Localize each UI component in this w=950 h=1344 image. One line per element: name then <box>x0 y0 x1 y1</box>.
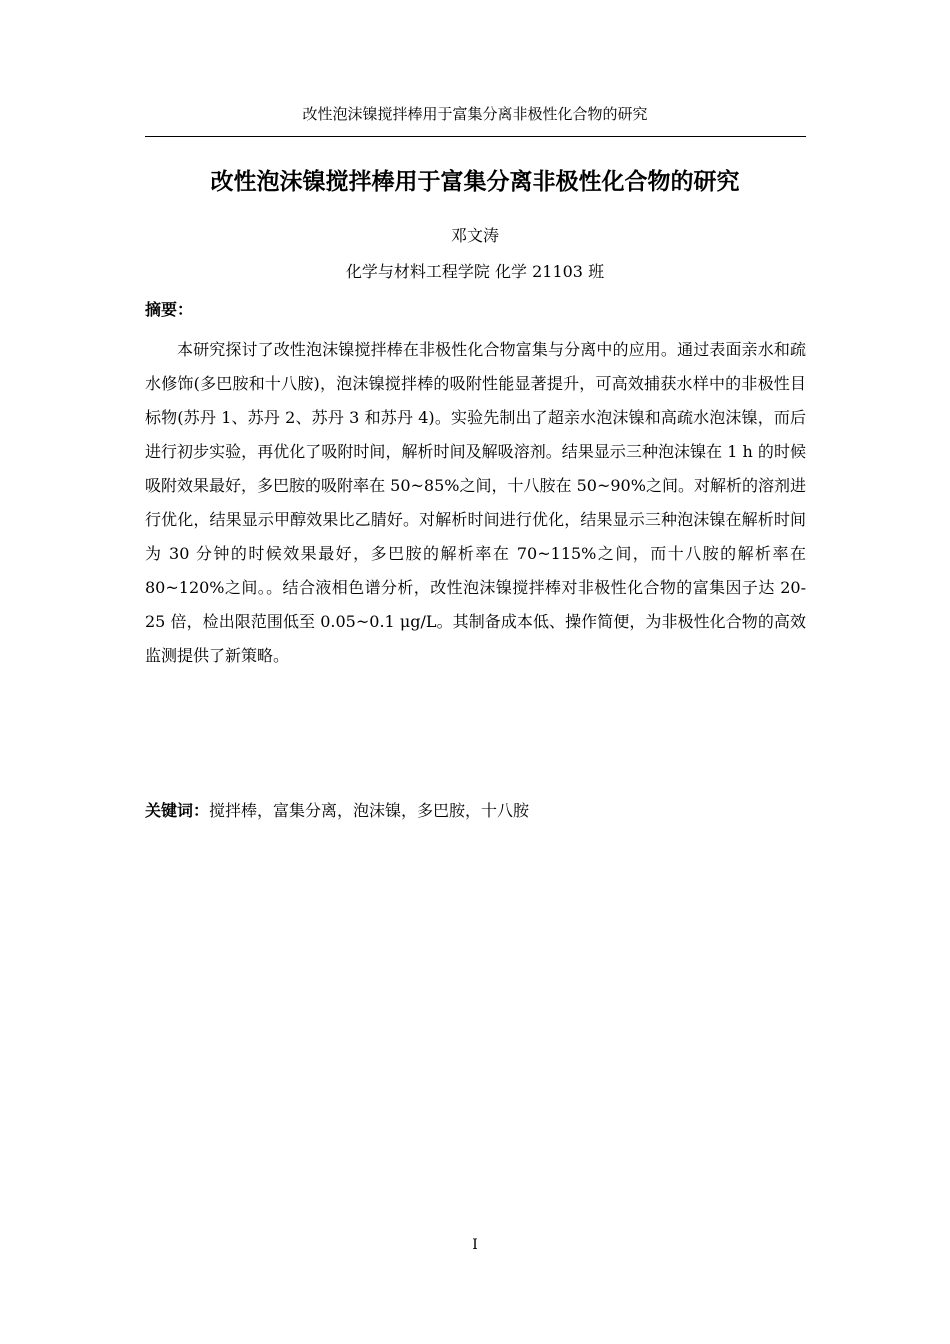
paper-title: 改性泡沫镍搅拌棒用于富集分离非极性化合物的研究 <box>210 169 740 195</box>
author-name: 邓文涛 <box>450 226 499 245</box>
page-number: I <box>472 1237 478 1253</box>
running-header: 改性泡沫镍搅拌棒用于富集分离非极性化合物的研究 <box>302 105 648 123</box>
abstract-heading: 摘要： <box>145 300 194 319</box>
keywords-label: 关键词： <box>145 801 210 820</box>
author-affiliation: 化学与材料工程学院 化学 21103 班 <box>345 262 605 281</box>
keywords-value: 搅拌棒，富集分离，泡沫镍，多巴胺，十八胺 <box>209 801 530 820</box>
abstract-body: 本研究探讨了改性泡沫镍搅拌棒在非极性化合物富集与分离中的应用。通过表面亲水和疏水修饰(多巴胺和十八胺)，泡沫镍搅拌棒的吸附性能显著提升，可高效捕获水样中的非极性目标物(苏丹 1、苏丹 2、苏丹 3 和苏丹 4)。实验先制出了超亲水泡沫镍和高疏水泡沫镍，而后进行初步实验，再优化了吸附时间，解析时间及解吸溶剂。结果显示三种泡沫镍在 1 h 的时候吸附效果最好，多巴胺的吸附率在 50~85%之间，十八胺在 50~90%之间。对解析的溶剂进行优化，结果显示甲醇效果比乙腈好。对解析时间进行优化，结果显示三种泡沫镍在解析时间为 30 分钟的时候效果最好，多巴胺的解析率在 70~115%之间，而十八胺的解析率在 80~120%之间。。结合液相色谱分析，改性泡沫镍搅拌棒对非极性化合物的富集因子达 20-25 倍，检出限范围低至 0.05~0.1 μg/L。其制备成本低、操作简便，为非极性化合物的高效监测提供了新策略。 <box>145 340 806 665</box>
header-divider <box>145 136 806 137</box>
keywords-line <box>145 799 806 823</box>
